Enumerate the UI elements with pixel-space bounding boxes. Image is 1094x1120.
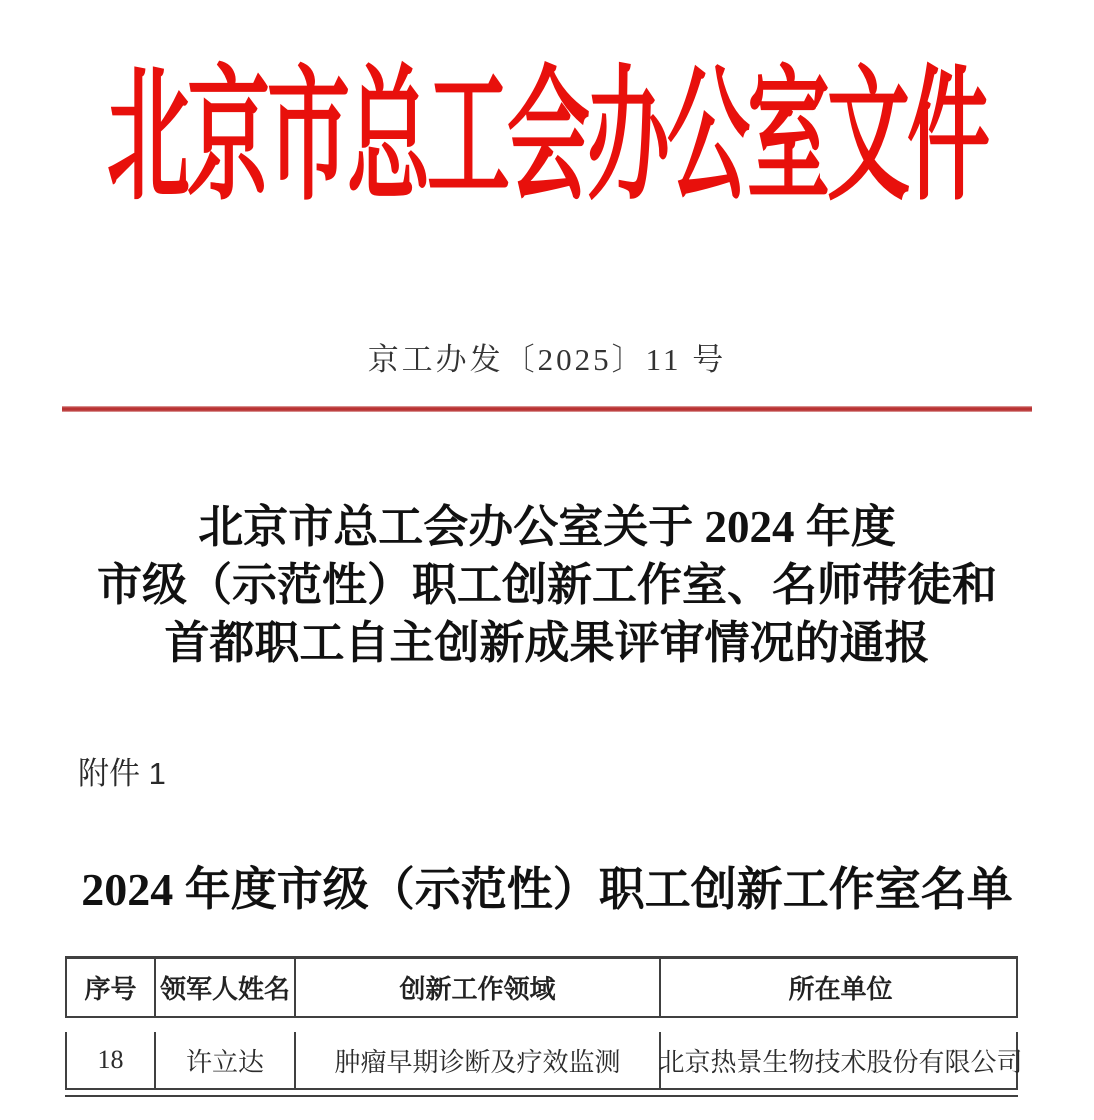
document-reference-number: 京工办发〔2025〕11 号 — [367, 342, 727, 377]
cell-serial-no: 18 — [97, 1045, 124, 1074]
table-title: 2024 年度市级（示范性）职工创新工作室名单 — [81, 864, 1013, 915]
attachment-label: 附件 1 — [78, 756, 166, 791]
document-title-line-1: 北京市总工会办公室关于 2024 年度 — [198, 502, 896, 552]
next-row-top-border — [65, 1095, 1018, 1097]
col-header-serial-no: 序号 — [84, 974, 137, 1004]
letterhead-title: 北京市总工会办公室文件 — [107, 56, 987, 217]
col-header-innovation-field: 创新工作领域 — [294, 959, 659, 1016]
cell-work-unit: 北京热景生物技术股份有限公司 — [659, 1032, 1020, 1088]
table-row — [65, 1032, 1023, 1090]
cell-leader-name: 许立达 — [154, 1032, 294, 1088]
col-header-leader-name: 领军人姓名 — [154, 959, 294, 1016]
letterhead-banner — [0, 40, 1094, 217]
workstation-list-table — [65, 956, 1023, 1097]
table-row-gap — [65, 1018, 1018, 1032]
col-header-work-unit: 所在单位 — [659, 959, 1020, 1016]
red-separator-rule — [62, 406, 1032, 412]
document-title — [0, 498, 1094, 672]
table-header-row — [65, 956, 1018, 1018]
document-title-line-2: 市级（示范性）职工创新工作室、名师带徒和 — [96, 560, 997, 610]
document-title-line-3: 首都职工自主创新成果评审情况的通报 — [164, 618, 930, 668]
cell-innovation-field: 肿瘤早期诊断及疗效监测 — [294, 1032, 659, 1088]
